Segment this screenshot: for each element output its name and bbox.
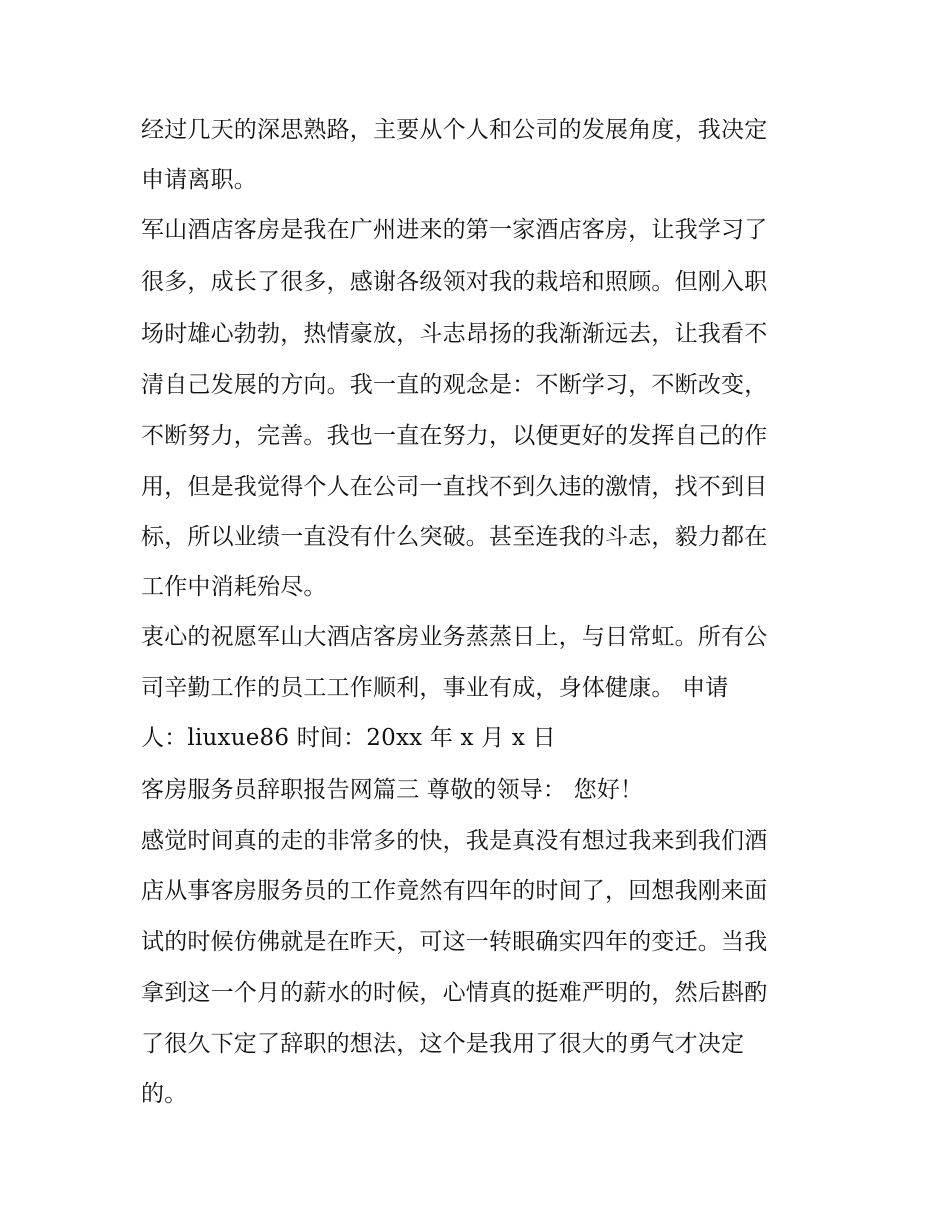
text-line: 客房服务员辞职报告网篇三 尊敬的领导： 您好！ — [141, 777, 644, 803]
text-line: 拿到这一个月的薪水的时候，心情真的挺难严明的，然后斟酌 — [141, 980, 768, 1006]
text-line: 了很久下定了辞职的想法，这个是我用了很大的勇气才决定 — [141, 1031, 745, 1057]
text-line: 司辛勤工作的员工工作顺利，事业有成，身体健康。 申请 — [141, 675, 729, 701]
text-line: 标，所以业绩一直没有什么突破。甚至连我的斗志，毅力都在 — [141, 524, 768, 550]
text-line: 申请离职。 — [141, 167, 257, 193]
text-line: 试的时候仿佛就是在昨天，可这一转眼确实四年的变迁。当我 — [141, 929, 768, 955]
text-line: 不断努力，完善。我也一直在努力，以便更好的发挥自己的作 — [141, 423, 768, 449]
text-line: 很多，成长了很多，感谢各级领对我的栽培和照顾。但刚入职 — [141, 269, 768, 295]
text-line: 军山酒店客房是我在广州进来的第一家酒店客房，让我学习了 — [141, 217, 768, 243]
text-line: 场时雄心勃勃，热情豪放，斗志昂扬的我渐渐远去，让我看不 — [141, 321, 768, 347]
text-line: 清自己发展的方向。我一直的观念是：不断学习，不断改变， — [141, 372, 768, 398]
text-line: 店从事客房服务员的工作竟然有四年的时间了，回想我刚来面 — [141, 878, 768, 904]
text-line: 经过几天的深思熟路，主要从个人和公司的发展角度，我决定 — [141, 117, 768, 143]
text-line: 工作中消耗殆尽。 — [141, 574, 327, 600]
text-line: 用，但是我觉得个人在公司一直找不到久违的激情，找不到目 — [141, 474, 768, 500]
text-line: 感觉时间真的走的非常多的快，我是真没有想过我来到我们酒 — [141, 828, 768, 854]
text-line: 人：liuxue86 时间：20xx 年 x 月 x 日 — [141, 725, 556, 751]
text-line: 的。 — [141, 1081, 188, 1107]
text-line: 衷心的祝愿军山大酒店客房业务蒸蒸日上，与日常虹。所有公 — [141, 624, 768, 650]
